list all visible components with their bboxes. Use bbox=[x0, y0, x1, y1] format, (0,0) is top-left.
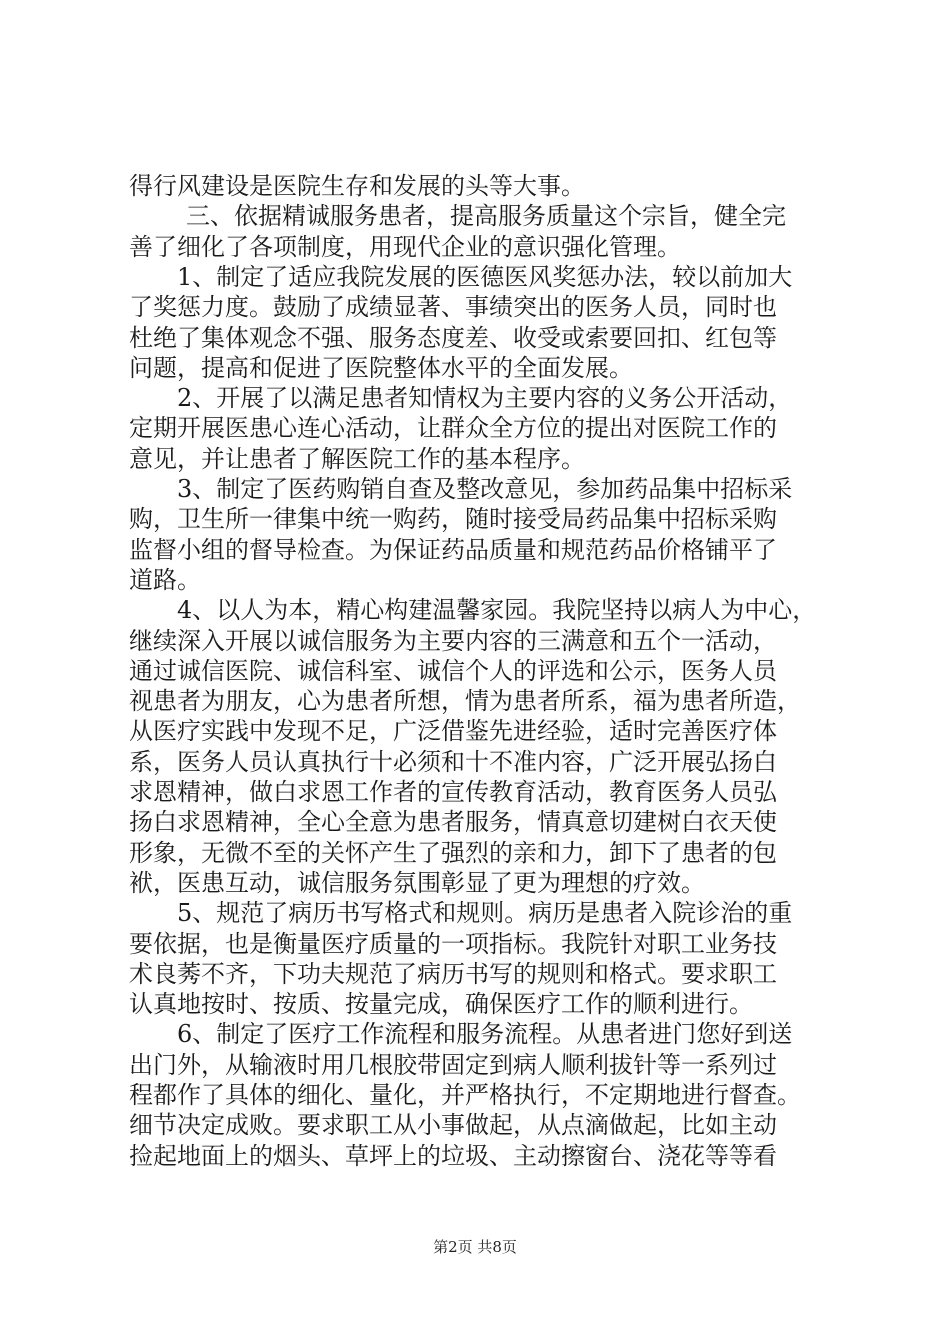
text-line: 出门外，从输液时用几根胶带固定到病人顺利拔针等一系列过 bbox=[129, 1051, 777, 1079]
text-line: 程都作了具体的细化、量化，并严格执行，不定期地进行督查。 bbox=[129, 1081, 801, 1109]
text-line: 继续深入开展以诚信服务为主要内容的三满意和五个一活动， bbox=[129, 627, 777, 655]
text-line: 扬白求恩精神，全心全意为患者服务，情真意切建树白衣天使 bbox=[129, 808, 777, 836]
text-line: 认真地按时、按质、按量完成，确保医疗工作的顺利进行。 bbox=[129, 990, 753, 1018]
text-line: 形象，无微不至的关怀产生了强烈的亲和力，卸下了患者的包 bbox=[129, 839, 777, 867]
text-line: 术良莠不齐，下功夫规范了病历书写的规则和格式。要求职工 bbox=[129, 960, 777, 988]
item-3-line: 3、制定了医药购销自查及整改意见，参加药品集中招标采 bbox=[177, 475, 793, 503]
text-line: 意见，并让患者了解医院工作的基本程序。 bbox=[129, 445, 585, 473]
item-2-line: 2、开展了以满足患者知情权为主要内容的义务公开活动， bbox=[177, 384, 793, 412]
text-line: 了奖惩力度。鼓励了成绩显著、事绩突出的医务人员，同时也 bbox=[129, 293, 777, 321]
text-line: 求恩精神，做白求恩工作者的宣传教育活动，教育医务人员弘 bbox=[129, 778, 777, 806]
text-line: 系，医务人员认真执行十必须和十不准内容，广泛开展弘扬白 bbox=[129, 748, 777, 776]
text-line: 道路。 bbox=[129, 566, 201, 594]
text-line: 定期开展医患心连心活动，让群众全方位的提出对医院工作的 bbox=[129, 414, 777, 442]
item-4-line: 4、以人为本，精心构建温馨家园。我院坚持以病人为中心， bbox=[177, 596, 817, 624]
page-number-footer: 第2页 共8页 bbox=[433, 1238, 517, 1256]
section-heading-3: 三、依据精诚服务患者，提高服务质量这个宗旨，健全完 bbox=[186, 202, 786, 230]
text-line: 通过诚信医院、诚信科室、诚信个人的评选和公示，医务人员 bbox=[129, 657, 777, 685]
text-line: 监督小组的督导检查。为保证药品质量和规范药品价格铺平了 bbox=[129, 536, 777, 564]
item-5-line: 5、规范了病历书写格式和规则。病历是患者入院诊治的重 bbox=[177, 899, 793, 927]
text-line: 购，卫生所一律集中统一购药，随时接受局药品集中招标采购 bbox=[129, 505, 777, 533]
text-line: 要依据，也是衡量医疗质量的一项指标。我院针对职工业务技 bbox=[129, 930, 777, 958]
text-line: 得行风建设是医院生存和发展的头等大事。 bbox=[129, 172, 585, 200]
text-line: 善了细化了各项制度，用现代企业的意识强化管理。 bbox=[129, 233, 681, 261]
text-line: 杜绝了集体观念不强、服务态度差、收受或索要回扣、红包等 bbox=[129, 324, 777, 352]
text-line: 问题，提高和促进了医院整体水平的全面发展。 bbox=[129, 354, 633, 382]
text-line: 从医疗实践中发现不足，广泛借鉴先进经验，适时完善医疗体 bbox=[129, 717, 777, 745]
text-line: 视患者为朋友，心为患者所想，情为患者所系，福为患者所造， bbox=[129, 687, 801, 715]
text-line: 捡起地面上的烟头、草坪上的垃圾、主动擦窗台、浇花等等看 bbox=[129, 1142, 777, 1170]
text-line: 袱，医患互动，诚信服务氛围彰显了更为理想的疗效。 bbox=[129, 869, 705, 897]
item-1-line: 1、制定了适应我院发展的医德医风奖惩办法，较以前加大 bbox=[177, 263, 793, 291]
item-6-line: 6、制定了医疗工作流程和服务流程。从患者进门您好到送 bbox=[177, 1020, 793, 1048]
text-line: 细节决定成败。要求职工从小事做起，从点滴做起，比如主动 bbox=[129, 1111, 777, 1139]
